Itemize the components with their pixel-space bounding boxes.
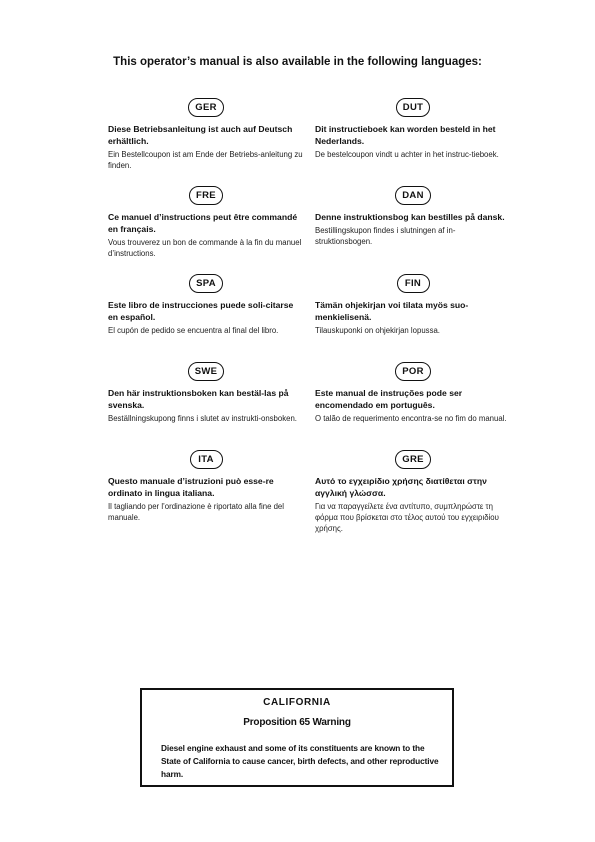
language-code-badge: FRE bbox=[189, 186, 223, 205]
language-entry-title: Diese Betriebsanleitung ist auch auf Deutsch erhältlich. bbox=[108, 124, 293, 146]
language-entry-french bbox=[108, 185, 304, 259]
language-entry-spanish bbox=[108, 273, 304, 336]
language-entry-title: Dit instructieboek kan worden besteld in het Nederlands. bbox=[315, 124, 496, 146]
language-entry-body: Για να παραγγείλετε ένα αντίτυπο, συμπληρώστε τη φόρμα που βρίσκεται στο τέλος αυτού του εγχειριδίου χρήσης. bbox=[315, 502, 499, 533]
language-entry-portuguese bbox=[315, 361, 511, 424]
language-entry-greek bbox=[315, 449, 511, 534]
language-entry-title: Tämän ohjekirjan voi tilata myös suo-menkielisenä. bbox=[315, 300, 469, 322]
language-entry-danish bbox=[315, 185, 511, 247]
language-entry-body: De bestelcoupon vindt u achter in het instruc-tieboek. bbox=[315, 150, 499, 159]
language-entry-body: Vous trouverez un bon de commande à la fin du manuel d’instructions. bbox=[108, 238, 302, 258]
language-entry-title: Questo manuale d’istruzioni può esse-re ordinato in lingua italiana. bbox=[108, 476, 274, 498]
language-code-badge: ITA bbox=[190, 450, 223, 469]
warning-box-title: CALIFORNIA bbox=[263, 697, 331, 708]
language-code-badge: DAN bbox=[395, 186, 430, 205]
language-code-badge: SWE bbox=[188, 362, 225, 381]
language-entry-title: Este libro de instrucciones puede soli-citarse en español. bbox=[108, 300, 294, 322]
language-entry-body: Tilauskuponki on ohjekirjan lopussa. bbox=[315, 326, 440, 335]
language-entry-swedish bbox=[108, 361, 304, 424]
language-code-badge: GER bbox=[188, 98, 224, 117]
language-entry-body: Il tagliando per l’ordinazione è riportato alla fine del manuale. bbox=[108, 502, 284, 522]
language-entry-body: Beställningskupong finns i slutet av instrukti-onsboken. bbox=[108, 414, 297, 423]
language-code-badge: SPA bbox=[189, 274, 223, 293]
warning-box-subtitle: Proposition 65 Warning bbox=[243, 717, 351, 728]
language-code-badge: GRE bbox=[395, 450, 431, 469]
prop65-warning-box bbox=[140, 688, 454, 787]
warning-box-text: Diesel engine exhaust and some of its constituents are known to the State of California to cause cancer, birth defects, and other reproductive harm. bbox=[161, 743, 439, 779]
language-entry-title: Ce manuel d’instructions peut être commandé en français. bbox=[108, 212, 298, 234]
language-entry-german bbox=[108, 97, 304, 171]
language-entry-finnish bbox=[315, 273, 511, 336]
page-heading: This operator’s manual is also available in the following languages: bbox=[113, 56, 482, 68]
language-code-badge: FIN bbox=[397, 274, 430, 293]
language-entry-title: Este manual de instruções pode ser encomendado em português. bbox=[315, 388, 463, 410]
language-entry-body: Ein Bestellcoupon ist am Ende der Betriebs-anleitung zu finden. bbox=[108, 150, 303, 170]
language-code-badge: POR bbox=[395, 362, 431, 381]
language-entry-body: El cupón de pedido se encuentra al final del libro. bbox=[108, 326, 279, 335]
language-code-badge: DUT bbox=[396, 98, 430, 117]
language-entry-dutch bbox=[315, 97, 511, 160]
language-entry-body: Bestillingskupon findes i slutningen af in-struktionsbogen. bbox=[315, 226, 456, 246]
language-entry-title: Denne instruktionsbog kan bestilles på dansk. bbox=[315, 212, 505, 222]
language-entry-title: Αυτό το εγχειρίδιο χρήσης διατίθεται στην αγγλική γλώσσα. bbox=[315, 476, 487, 498]
language-entry-title: Den här instruktionsboken kan bestäl-las på svenska. bbox=[108, 388, 289, 410]
language-entry-italian bbox=[108, 449, 304, 523]
language-entry-body: O talão de requerimento encontra-se no fim do manual. bbox=[315, 414, 507, 423]
